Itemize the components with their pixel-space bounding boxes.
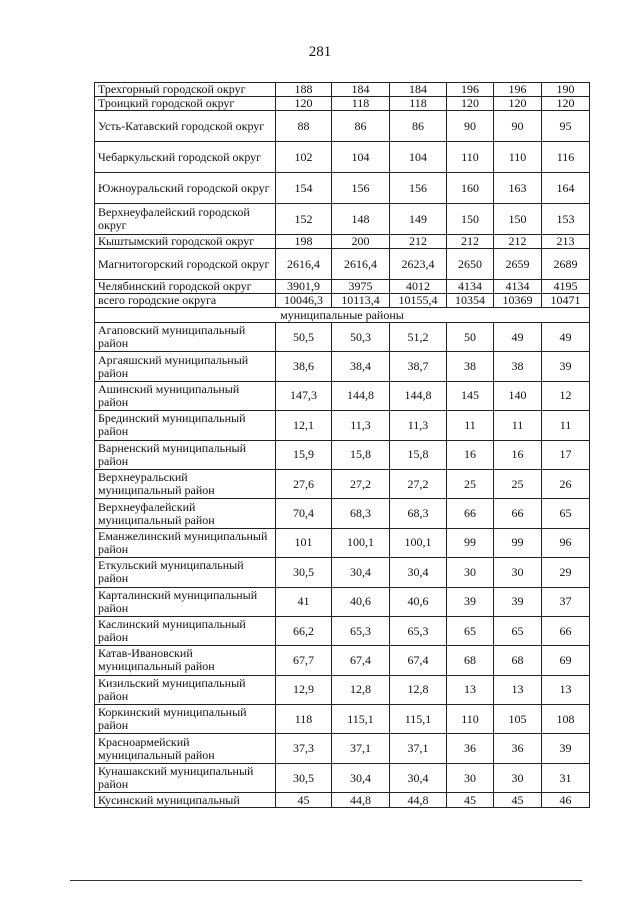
row-value: 200 — [332, 235, 390, 249]
table-row — [95, 793, 590, 808]
section-label: муниципальные районы — [95, 308, 590, 323]
table-row — [95, 173, 590, 204]
row-value: 2623,4 — [390, 249, 447, 280]
row-value: 65 — [447, 616, 494, 645]
row-value: 88 — [276, 111, 332, 142]
row-value: 45 — [276, 793, 332, 808]
row-name: Каслинский муниципальный район — [95, 616, 276, 645]
row-value: 115,1 — [390, 705, 447, 734]
row-value: 51,2 — [390, 323, 447, 352]
row-name: Южноуральский городской округ — [95, 173, 276, 204]
row-value: 68,3 — [390, 499, 447, 528]
row-value: 30 — [447, 558, 494, 587]
table-row — [95, 763, 590, 792]
row-value: 212 — [494, 235, 542, 249]
row-value: 10354 — [447, 294, 494, 308]
row-value: 196 — [447, 83, 494, 97]
table-row — [95, 280, 590, 294]
row-value: 198 — [276, 235, 332, 249]
row-value: 38 — [494, 352, 542, 381]
table-row — [95, 587, 590, 616]
row-value: 38,4 — [332, 352, 390, 381]
row-value: 12,8 — [332, 675, 390, 704]
row-value: 144,8 — [332, 381, 390, 410]
row-value: 152 — [276, 204, 332, 235]
row-value: 67,4 — [332, 646, 390, 675]
row-value: 15,9 — [276, 440, 332, 469]
row-value: 11 — [542, 411, 590, 440]
row-value: 41 — [276, 587, 332, 616]
table-row — [95, 352, 590, 381]
row-value: 45 — [494, 793, 542, 808]
row-value: 101 — [276, 528, 332, 557]
row-value: 4012 — [390, 280, 447, 294]
row-value: 30 — [447, 763, 494, 792]
row-value: 37,1 — [390, 734, 447, 763]
table-row — [95, 616, 590, 645]
row-name: Магнитогорский городской округ — [95, 249, 276, 280]
row-value: 120 — [494, 97, 542, 111]
data-table — [94, 82, 590, 808]
row-value: 118 — [276, 705, 332, 734]
row-value: 110 — [494, 142, 542, 173]
row-value: 15,8 — [390, 440, 447, 469]
row-value: 38,7 — [390, 352, 447, 381]
row-name: Ашинский муниципальный район — [95, 381, 276, 410]
row-name: Агаповский муниципальный район — [95, 323, 276, 352]
row-value: 99 — [494, 528, 542, 557]
row-value: 29 — [542, 558, 590, 587]
row-value: 16 — [494, 440, 542, 469]
row-value: 2650 — [447, 249, 494, 280]
table-row — [95, 323, 590, 352]
row-value: 38 — [447, 352, 494, 381]
row-value: 100,1 — [390, 528, 447, 557]
row-value: 160 — [447, 173, 494, 204]
row-name: Катав-Ивановский муниципальный район — [95, 646, 276, 675]
row-value: 2659 — [494, 249, 542, 280]
row-name: Еманжелинский муниципальный район — [95, 528, 276, 557]
row-value: 69 — [542, 646, 590, 675]
row-value: 65 — [542, 499, 590, 528]
table-row — [95, 499, 590, 528]
row-value: 50,5 — [276, 323, 332, 352]
row-name: Коркинский муниципальный район — [95, 705, 276, 734]
table-row — [95, 411, 590, 440]
row-value: 12,9 — [276, 675, 332, 704]
row-value: 190 — [542, 83, 590, 97]
row-value: 67,4 — [390, 646, 447, 675]
row-value: 188 — [276, 83, 332, 97]
table-row — [95, 528, 590, 557]
row-value: 26 — [542, 469, 590, 498]
row-value: 184 — [332, 83, 390, 97]
row-value: 16 — [447, 440, 494, 469]
row-value: 12,1 — [276, 411, 332, 440]
row-value: 163 — [494, 173, 542, 204]
table-row — [95, 83, 590, 97]
table-row — [95, 111, 590, 142]
row-value: 30,4 — [332, 558, 390, 587]
page-number: 281 — [308, 44, 332, 60]
row-value: 27,2 — [390, 469, 447, 498]
row-value: 37,1 — [332, 734, 390, 763]
row-value: 17 — [542, 440, 590, 469]
table-row — [95, 142, 590, 173]
row-value: 96 — [542, 528, 590, 557]
row-value: 39 — [542, 734, 590, 763]
row-value: 50 — [447, 323, 494, 352]
row-value: 10155,4 — [390, 294, 447, 308]
row-value: 39 — [494, 587, 542, 616]
row-value: 10369 — [494, 294, 542, 308]
row-value: 46 — [542, 793, 590, 808]
row-value: 147,3 — [276, 381, 332, 410]
row-name: Кизильский муниципальный район — [95, 675, 276, 704]
row-value: 154 — [276, 173, 332, 204]
row-value: 184 — [390, 83, 447, 97]
row-value: 38,6 — [276, 352, 332, 381]
row-value: 156 — [332, 173, 390, 204]
row-value: 2616,4 — [276, 249, 332, 280]
row-value: 27,6 — [276, 469, 332, 498]
row-value: 49 — [494, 323, 542, 352]
row-value: 10113,4 — [332, 294, 390, 308]
row-value: 15,8 — [332, 440, 390, 469]
row-value: 148 — [332, 204, 390, 235]
row-name: Кусинский муниципальный — [95, 793, 276, 808]
table-row — [95, 235, 590, 249]
row-value: 27,2 — [332, 469, 390, 498]
row-value: 2689 — [542, 249, 590, 280]
row-value: 11 — [447, 411, 494, 440]
table-row — [95, 249, 590, 280]
row-value: 86 — [332, 111, 390, 142]
row-value: 104 — [390, 142, 447, 173]
row-value: 2616,4 — [332, 249, 390, 280]
row-value: 70,4 — [276, 499, 332, 528]
row-value: 30,4 — [332, 763, 390, 792]
row-value: 44,8 — [390, 793, 447, 808]
table-row — [95, 204, 590, 235]
row-value: 95 — [542, 111, 590, 142]
row-name: Варненский муниципальный район — [95, 440, 276, 469]
row-value: 66,2 — [276, 616, 332, 645]
table-row — [95, 705, 590, 734]
row-value: 90 — [447, 111, 494, 142]
row-value: 140 — [494, 381, 542, 410]
row-value: 4134 — [447, 280, 494, 294]
row-value: 67,7 — [276, 646, 332, 675]
row-value: 36 — [494, 734, 542, 763]
row-name: Аргаяшский муниципальный район — [95, 352, 276, 381]
row-value: 65 — [494, 616, 542, 645]
table-row — [95, 294, 590, 308]
row-value: 86 — [390, 111, 447, 142]
row-value: 164 — [542, 173, 590, 204]
row-name: Чебаркульский городской округ — [95, 142, 276, 173]
row-value: 118 — [390, 97, 447, 111]
row-value: 30,4 — [390, 763, 447, 792]
row-value: 25 — [494, 469, 542, 498]
row-name: Еткульский муниципальный район — [95, 558, 276, 587]
row-value: 110 — [447, 705, 494, 734]
row-value: 66 — [447, 499, 494, 528]
row-value: 100,1 — [332, 528, 390, 557]
row-value: 37 — [542, 587, 590, 616]
row-value: 66 — [494, 499, 542, 528]
row-value: 45 — [447, 793, 494, 808]
bottom-rule — [70, 880, 582, 881]
row-value: 156 — [390, 173, 447, 204]
row-value: 68 — [494, 646, 542, 675]
row-value: 120 — [542, 97, 590, 111]
row-value: 13 — [542, 675, 590, 704]
row-value: 11,3 — [332, 411, 390, 440]
row-value: 120 — [447, 97, 494, 111]
table-row — [95, 97, 590, 111]
row-name: Верхнеуфалейский муниципальный район — [95, 499, 276, 528]
row-name: Карталинский муниципальный район — [95, 587, 276, 616]
row-value: 110 — [447, 142, 494, 173]
row-name: всего городские округа — [95, 294, 276, 308]
row-value: 144,8 — [390, 381, 447, 410]
row-value: 50,3 — [332, 323, 390, 352]
row-name: Кунашакский муниципальный район — [95, 763, 276, 792]
row-value: 40,6 — [332, 587, 390, 616]
row-value: 12 — [542, 381, 590, 410]
row-value: 90 — [494, 111, 542, 142]
row-value: 212 — [390, 235, 447, 249]
row-value: 105 — [494, 705, 542, 734]
row-value: 150 — [447, 204, 494, 235]
row-value: 12,8 — [390, 675, 447, 704]
row-name: Верхнеуральский муниципальный район — [95, 469, 276, 498]
row-value: 118 — [332, 97, 390, 111]
table-row — [95, 675, 590, 704]
row-value: 40,6 — [390, 587, 447, 616]
row-value: 149 — [390, 204, 447, 235]
row-value: 153 — [542, 204, 590, 235]
row-name: Верхнеуфалейский городской округ — [95, 204, 276, 235]
row-value: 30 — [494, 763, 542, 792]
row-value: 44,8 — [332, 793, 390, 808]
row-value: 150 — [494, 204, 542, 235]
row-value: 66 — [542, 616, 590, 645]
row-value: 68 — [447, 646, 494, 675]
table-row — [95, 381, 590, 410]
row-value: 11 — [494, 411, 542, 440]
row-name: Красноармейский муниципальный район — [95, 734, 276, 763]
table-row — [95, 734, 590, 763]
row-value: 108 — [542, 705, 590, 734]
row-value: 39 — [542, 352, 590, 381]
row-value: 68,3 — [332, 499, 390, 528]
row-value: 3975 — [332, 280, 390, 294]
row-value: 11,3 — [390, 411, 447, 440]
row-name: Брединский муниципальный район — [95, 411, 276, 440]
row-value: 49 — [542, 323, 590, 352]
row-value: 116 — [542, 142, 590, 173]
row-value: 10046,3 — [276, 294, 332, 308]
row-value: 212 — [447, 235, 494, 249]
row-value: 37,3 — [276, 734, 332, 763]
row-value: 104 — [332, 142, 390, 173]
row-name: Троицкий городской округ — [95, 97, 276, 111]
row-value: 39 — [447, 587, 494, 616]
row-value: 65,3 — [390, 616, 447, 645]
table-row — [95, 469, 590, 498]
row-value: 30,5 — [276, 558, 332, 587]
section-row — [95, 308, 590, 323]
row-name: Кыштымский городской округ — [95, 235, 276, 249]
row-value: 115,1 — [332, 705, 390, 734]
row-value: 4195 — [542, 280, 590, 294]
row-value: 99 — [447, 528, 494, 557]
row-name: Усть-Катавский городской округ — [95, 111, 276, 142]
table-row — [95, 440, 590, 469]
row-value: 13 — [494, 675, 542, 704]
row-value: 102 — [276, 142, 332, 173]
row-name: Трехгорный городской округ — [95, 83, 276, 97]
row-value: 25 — [447, 469, 494, 498]
table-row — [95, 646, 590, 675]
row-value: 65,3 — [332, 616, 390, 645]
row-value: 30,4 — [390, 558, 447, 587]
row-value: 120 — [276, 97, 332, 111]
row-value: 30,5 — [276, 763, 332, 792]
row-value: 10471 — [542, 294, 590, 308]
row-value: 213 — [542, 235, 590, 249]
row-value: 30 — [494, 558, 542, 587]
row-value: 196 — [494, 83, 542, 97]
row-name: Челябинский городской округ — [95, 280, 276, 294]
row-value: 31 — [542, 763, 590, 792]
row-value: 36 — [447, 734, 494, 763]
row-value: 145 — [447, 381, 494, 410]
row-value: 4134 — [494, 280, 542, 294]
row-value: 3901,9 — [276, 280, 332, 294]
table-row — [95, 558, 590, 587]
row-value: 13 — [447, 675, 494, 704]
